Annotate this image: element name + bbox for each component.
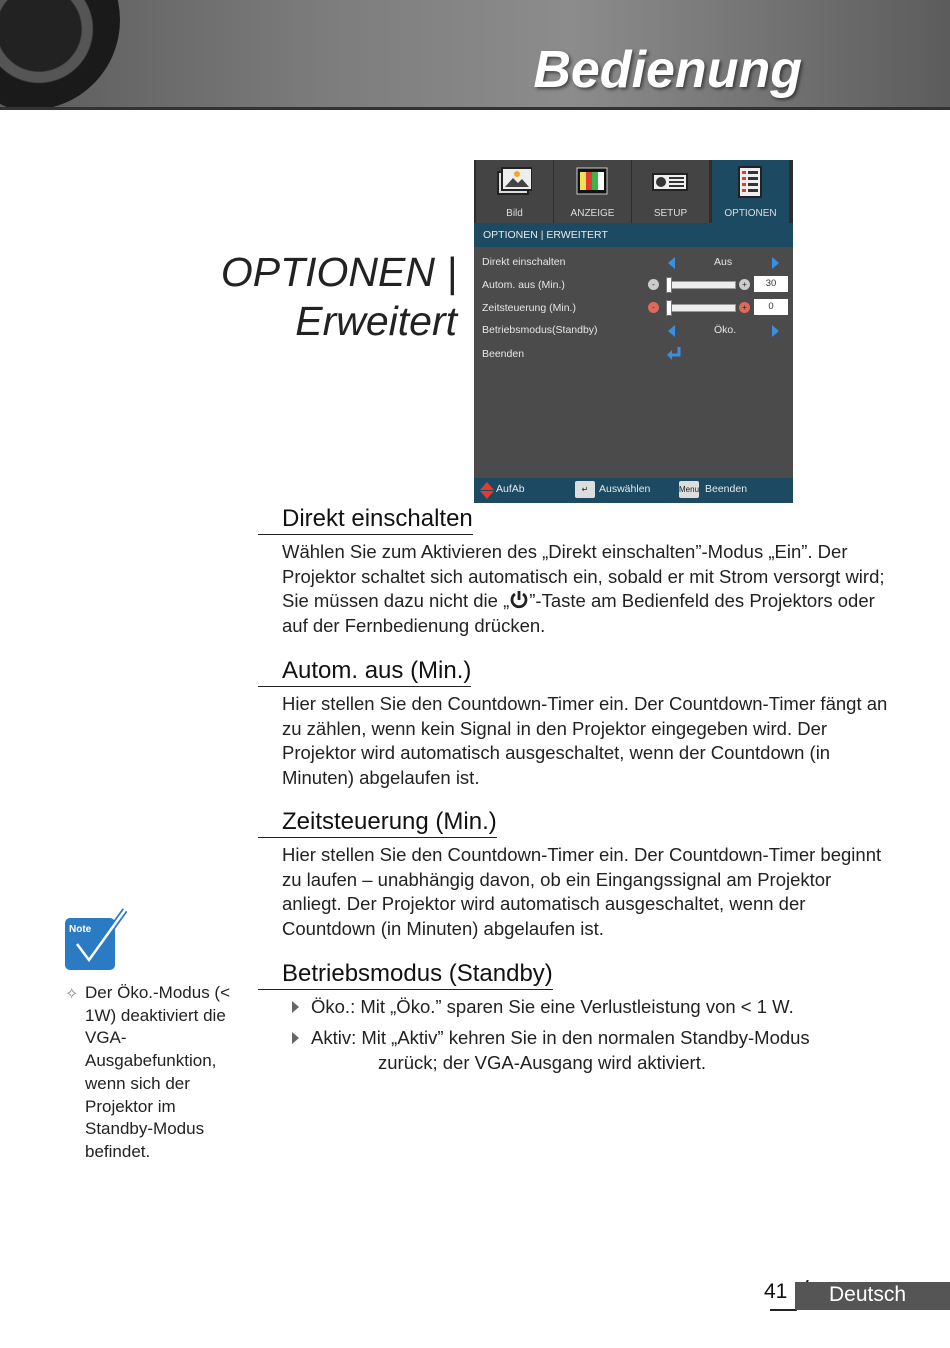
osd-row-label: Zeitsteuerung (Min.)	[482, 302, 576, 314]
heading-zeitsteuerung	[258, 808, 918, 838]
tab-anzeige[interactable]	[554, 160, 631, 223]
page-header-title: Bedienung	[533, 41, 802, 99]
osd-footer	[474, 478, 793, 503]
projector-icon	[652, 166, 688, 198]
arrow-left-icon[interactable]	[668, 325, 675, 337]
osd-tabs	[474, 160, 793, 223]
heading-direkt-einschalten	[258, 505, 918, 535]
osd-value-box: 30	[754, 276, 788, 292]
osd-row-zeitsteuerung[interactable]	[474, 297, 793, 319]
bullet-text-continued: zurück; der VGA-Ausgang wird aktiviert.	[378, 1051, 706, 1073]
slider-track[interactable]	[666, 304, 736, 312]
paragraph-text-part1: Wählen Sie zum Aktivieren des „Direkt einschalten”-Modus „Ein”. Der Projektor schaltet sich automatisch ein, sobald er mit Strom versorgt wird; Sie müssen dazu nicht die „	[282, 541, 885, 611]
osd-footer-updown: AufAb	[496, 483, 525, 495]
slider-handle[interactable]	[666, 277, 672, 293]
tab-label: Bild	[506, 208, 523, 219]
bullet-triangle-icon	[292, 1032, 299, 1044]
paragraph-direkt-einschalten	[282, 540, 892, 638]
paragraph-zeitsteuerung: Hier stellen Sie den Countdown-Timer ein. Der Countdown-Timer beginnt zu laufen – unabhängig davon, ob ein Eingangssignal am Projektor anliegt. Der Projektor wird automatisch ausgeschaltet, wenn der Countdown (in Minuten) abgelaufen ist.	[282, 844, 882, 939]
heading-betriebsmodus	[258, 960, 918, 990]
osd-row-value: Öko.	[714, 324, 737, 336]
heading-text: Direkt einschalten	[258, 505, 473, 535]
page-number: 41	[764, 1280, 788, 1303]
section-title-line2: Erweitert	[295, 298, 457, 344]
heading-text: Zeitsteuerung (Min.)	[258, 808, 497, 838]
increase-knob-icon[interactable]: +	[739, 302, 750, 313]
osd-row-betriebsmodus[interactable]	[474, 319, 793, 341]
enter-icon[interactable]	[666, 346, 682, 360]
note-check-icon	[63, 908, 127, 972]
header-rule	[0, 107, 950, 110]
picture-icon	[496, 166, 532, 198]
osd-footer-exit: Beenden	[705, 483, 748, 495]
osd-row-beenden[interactable]	[474, 343, 793, 365]
osd-footer-select: Auswählen	[599, 483, 651, 495]
osd-row-label: Betriebsmodus(Standby)	[482, 324, 598, 336]
note-text: Der Öko.-Modus (< 1W) deaktiviert die VGA-Ausgabefunktion, wenn sich der Projektor im Standby-Modus befindet.	[85, 983, 231, 1161]
tab-bild[interactable]	[476, 160, 553, 223]
tab-label: OPTIONEN	[724, 208, 777, 219]
note-bullet-icon: ✧	[65, 986, 79, 1003]
osd-breadcrumb-text: OPTIONEN | ERWEITERT	[483, 229, 608, 241]
slider-handle[interactable]	[666, 300, 672, 316]
options-list-icon	[732, 166, 768, 198]
tab-optionen[interactable]	[712, 160, 789, 223]
heading-text: Autom. aus (Min.)	[258, 657, 471, 687]
paragraph-text-part2: ”-Taste am Bedienfeld des Projektors oder auf der Fernbedienung drücken.	[282, 590, 875, 636]
tab-setup[interactable]	[632, 160, 709, 223]
osd-row-label: Autom. aus (Min.)	[482, 279, 565, 291]
osd-breadcrumb	[474, 223, 793, 247]
heading-text: Betriebsmodus (Standby)	[258, 960, 553, 990]
note-label: Note	[69, 924, 92, 935]
slider-track[interactable]	[666, 281, 736, 289]
osd-row-direkt-einschalten[interactable]	[474, 251, 793, 273]
lens-graphic	[0, 0, 120, 110]
paragraph-autom-aus: Hier stellen Sie den Countdown-Timer ein. Der Countdown-Timer fängt an zu zählen, wenn kein Signal in den Projektor eingegeben wird. Der Projektor wird automatisch ausgeschaltet, wenn der Countdown (in Minuten) abgelaufen ist.	[282, 693, 888, 788]
increase-knob-icon[interactable]: +	[739, 279, 750, 290]
osd-row-autom-aus[interactable]	[474, 274, 793, 296]
arrow-right-icon[interactable]	[772, 325, 779, 337]
bullet-text: Öko.: Mit „Öko.” sparen Sie eine Verlustleistung von < 1 W.	[311, 996, 794, 1017]
arrow-right-icon[interactable]	[772, 257, 779, 269]
osd-menu	[474, 160, 793, 503]
language-tab	[795, 1282, 950, 1310]
bullet-triangle-icon	[292, 1001, 299, 1013]
language-label: Deutsch	[829, 1283, 907, 1306]
section-title	[221, 248, 457, 346]
heading-autom-aus	[258, 657, 918, 687]
tab-label: SETUP	[653, 208, 688, 219]
header-banner	[0, 0, 950, 110]
decrease-knob-icon[interactable]: -	[648, 279, 659, 290]
osd-value-box: 0	[754, 299, 788, 315]
enter-key-icon: ↵	[575, 481, 595, 498]
updown-arrows-icon	[480, 482, 494, 499]
arrow-left-icon[interactable]	[668, 257, 675, 269]
osd-row-label: Direkt einschalten	[482, 256, 566, 268]
osd-row-value: Aus	[714, 256, 733, 268]
tab-label: ANZEIGE	[570, 208, 615, 219]
display-icon	[574, 166, 610, 198]
osd-row-label: Beenden	[482, 348, 525, 360]
power-icon	[509, 590, 529, 610]
section-title-line1: OPTIONEN |	[220, 249, 457, 295]
menu-key-icon: Menu	[679, 481, 699, 498]
decrease-knob-icon[interactable]: -	[648, 302, 659, 313]
bullet-text: Aktiv: Mit „Aktiv” kehren Sie in den normalen Standby-Modus	[311, 1027, 810, 1048]
